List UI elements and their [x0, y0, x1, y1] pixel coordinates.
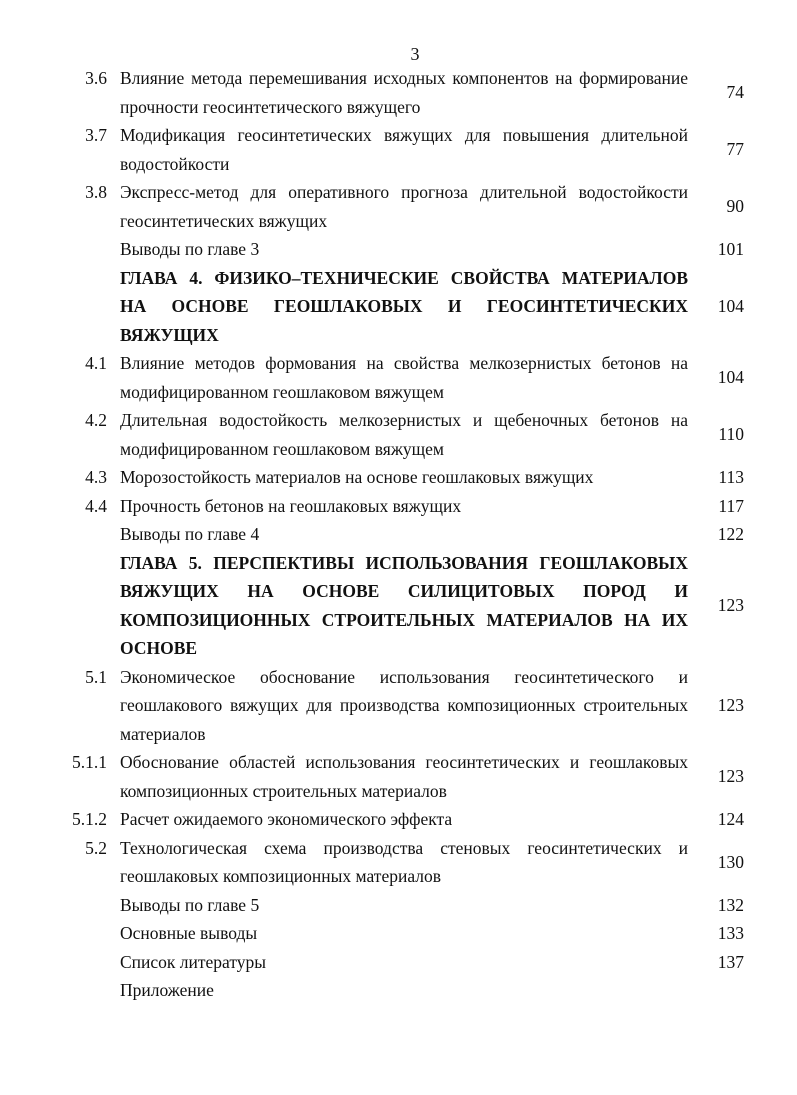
toc-entry-page: 123 — [717, 695, 744, 715]
toc-entry-page: 110 — [718, 424, 744, 445]
toc-entry-chapter4-conclusions — [0, 520, 797, 549]
toc-entry-page: 123 — [717, 595, 744, 616]
toc-entry-4-3 — [0, 463, 797, 492]
toc-entry-page: 123 — [717, 766, 744, 787]
toc-entry-title: Приложение — [120, 980, 214, 1000]
toc-entry-number: 4.4 — [85, 495, 107, 516]
toc-entry-5-1-1 — [0, 748, 797, 805]
toc-entry-number: 4.3 — [85, 467, 107, 487]
toc-entry-title: Длительная водостойкость мелкозернистых и щебеночных бетонов на модифицированном геошлаковом вяжущем — [120, 410, 688, 459]
toc-entry-title: Выводы по главе 3 — [120, 239, 260, 259]
toc-entry-number: 3.6 — [85, 68, 107, 88]
toc-entry-page: 104 — [717, 367, 744, 388]
toc-entry-title: Морозостойкость материалов на основе геошлаковых вяжущих — [120, 467, 594, 487]
toc-entry-number: 5.1.1 — [72, 752, 107, 772]
toc-entry-main-conclusions — [0, 919, 797, 948]
toc-entry-page: 101 — [717, 239, 744, 259]
toc-entry-5-2 — [0, 834, 797, 891]
toc-entry-title: Выводы по главе 5 — [120, 894, 260, 915]
toc-entry-page: 74 — [726, 82, 744, 103]
toc-entry-title: Основные выводы — [120, 923, 258, 943]
toc-entry-title: Влияние метода перемешивания исходных компонентов на формирование прочности геосинтетического вяжущего — [120, 68, 688, 117]
toc-entry-title: Влияние методов формования на свойства мелкозернистых бетонов на модифицированном геошлаковом вяжущем — [120, 353, 688, 402]
page-number: 3 — [410, 44, 420, 64]
toc-entry-appendix — [0, 976, 797, 1005]
toc-entry-chapter5-conclusions — [0, 891, 797, 920]
toc-entry-number: 4.1 — [85, 353, 107, 373]
toc-entry-5-1-2 — [0, 805, 797, 834]
toc-entry-3-6 — [0, 64, 797, 121]
toc-entry-4-1 — [0, 349, 797, 406]
table-of-contents — [0, 64, 797, 1005]
toc-entry-page: 90 — [726, 196, 744, 217]
toc-entry-page: 117 — [718, 495, 744, 516]
toc-entry-4-4 — [0, 492, 797, 521]
toc-entry-number: 4.2 — [85, 410, 107, 430]
toc-entry-page: 130 — [717, 851, 744, 872]
toc-entry-page: 132 — [717, 894, 744, 915]
toc-entry-references — [0, 948, 797, 977]
toc-entry-5-1 — [0, 663, 797, 749]
toc-entry-chapter-4 — [0, 264, 797, 350]
toc-entry-number: 5.2 — [85, 837, 107, 858]
toc-entry-number: 5.1 — [85, 666, 107, 687]
toc-entry-page: 124 — [717, 809, 744, 829]
toc-entry-title: Модификация геосинтетических вяжущих для повышения длительной водостойкости — [120, 125, 688, 174]
chapter-heading: ГЛАВА 5. ПЕРСПЕКТИВЫ ИСПОЛЬЗОВАНИЯ ГЕОШЛАКОВЫХ ВЯЖУЩИХ НА ОСНОВЕ СИЛИЦИТОВЫХ ПОРОД И КОМПОЗИЦИОННЫХ СТРОИТЕЛЬНЫХ МАТЕРИАЛОВ НА ИХ ОСНОВЕ — [120, 552, 688, 658]
toc-entry-title: Прочность бетонов на геошлаковых вяжущих — [120, 495, 462, 516]
toc-entry-number: 3.8 — [85, 182, 107, 202]
toc-entry-page: 133 — [717, 923, 744, 943]
toc-entry-title: Список литературы — [120, 951, 267, 972]
toc-entry-title: Экономическое обоснование использования геосинтетического и геошлакового вяжущих для производства композиционных строительных материалов — [120, 666, 688, 744]
toc-entry-3-8 — [0, 178, 797, 235]
toc-entry-page: 104 — [717, 296, 744, 316]
toc-entry-4-2 — [0, 406, 797, 463]
toc-entry-page: 113 — [718, 467, 744, 487]
toc-entry-chapter-5 — [0, 549, 797, 663]
toc-entry-page: 122 — [717, 524, 744, 544]
chapter-heading: ГЛАВА 4. ФИЗИКО–ТЕХНИЧЕСКИЕ СВОЙСТВА МАТЕРИАЛОВ НА ОСНОВЕ ГЕОШЛАКОВЫХ И ГЕОСИНТЕТИЧЕСКИХ ВЯЖУЩИХ — [120, 267, 688, 345]
toc-entry-chapter3-conclusions — [0, 235, 797, 264]
toc-entry-number: 5.1.2 — [72, 809, 107, 829]
toc-entry-number: 3.7 — [85, 125, 107, 145]
toc-entry-page: 77 — [726, 139, 744, 160]
toc-entry-title: Выводы по главе 4 — [120, 524, 260, 544]
toc-entry-title: Экспресс-метод для оперативного прогноза длительной водостойкости геосинтетических вяжущих — [120, 182, 688, 231]
toc-entry-title: Расчет ожидаемого экономического эффекта — [120, 809, 453, 829]
toc-entry-3-7 — [0, 121, 797, 178]
toc-entry-page: 137 — [717, 951, 744, 972]
toc-entry-title: Технологическая схема производства стеновых геосинтетических и геошлаковых композиционных материалов — [120, 837, 688, 886]
toc-entry-title: Обоснование областей использования геосинтетических и геошлаковых композиционных строительных материалов — [120, 752, 688, 801]
